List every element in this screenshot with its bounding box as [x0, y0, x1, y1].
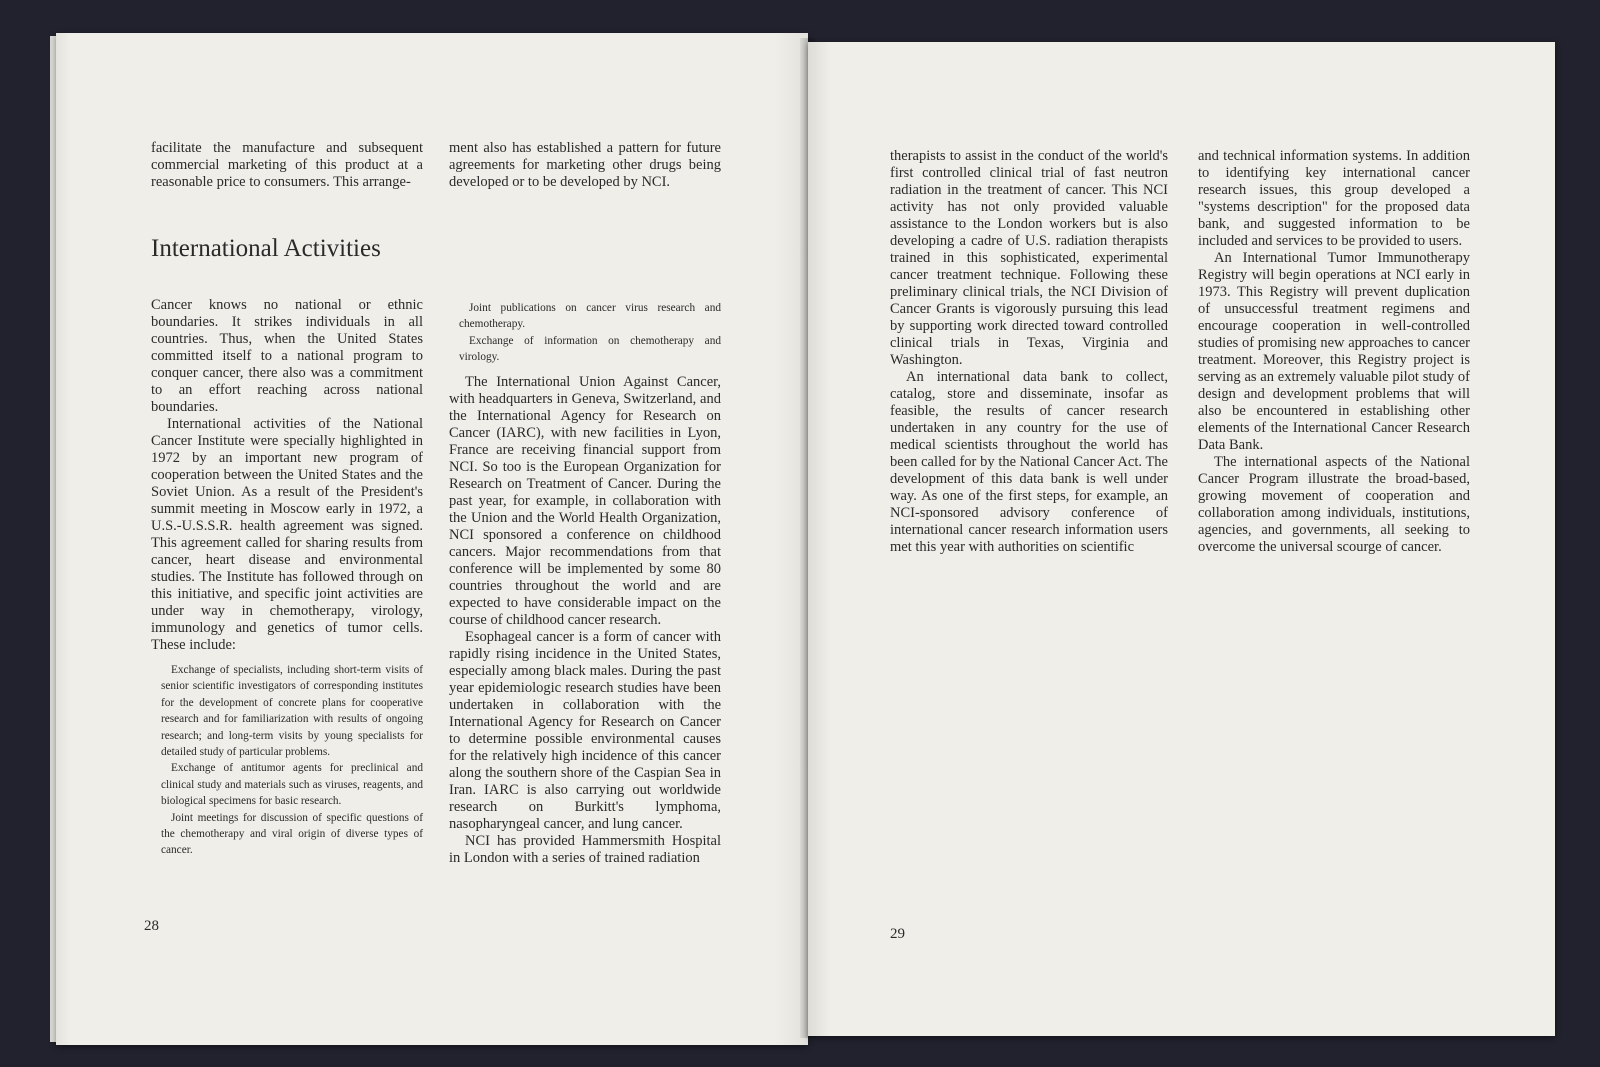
list-item: Exchange of information on chemotherapy and virology. [459, 334, 721, 364]
list-item: Exchange of specialists, including short-term visits of senior scientific investigators of corresponding institutes for the development of concrete plans for cooperative research and for familiarization with results of ongoing research; and long-term visits by young specialists for detailed study of particular problems. [161, 664, 423, 759]
carryover-paragraph: facilitate the manufacture and subsequent commercial marketing of this product at a reasonable price to consumers. This arrange- [151, 140, 423, 190]
left-col1-carryover [151, 140, 423, 191]
paragraph: The International Union Against Cancer, with headquarters in Geneva, Switzerland, and the International Agency for Research on Cancer (IARC), with new facilities in Lyon, France are receiving financial support from NCI. So too is the European Organization for Research on Treatment of Cancer. During the past year, for example, in collaboration with the Union and the World Health Organization, NCI sponsored a conference on childhood cancers. Major recommendations from that conference will be implemented by some 80 countries throughout the world and are expected to have considerable impact on the course of childhood cancer research. [449, 373, 721, 628]
paragraph: NCI has provided Hammersmith Hospital in London with a series of trained radiation [449, 832, 721, 866]
list-item: Joint publications on cancer virus research and chemotherapy. [459, 302, 721, 331]
list-item: Exchange of antitumor agents for preclinical and clinical study and materials such as viruses, reagents, and biological specimens for basic research. [161, 762, 423, 808]
section-heading: International Activities [151, 235, 381, 262]
right-col2-body [1198, 148, 1470, 556]
paragraph: and technical information systems. In addition to identifying key international cancer research issues, this group developed a "systems description" for the proposed data bank, and suggested information to be included and services to be provided to users. [1198, 148, 1470, 249]
paragraph: An International Tumor Immunotherapy Registry will begin operations at NCI early in 1973. This Registry will prevent duplication of unsuccessful treatment regimens and encourage cooperation in well-controlled studies of promising new approaches to cancer treatment. Moreover, this Registry project is serving as an extremely valuable pilot study of design and development problems that will also be encountered in establishing other elements of the International Cancer Research Data Bank. [1198, 250, 1470, 453]
cooperation-list-continued [449, 300, 721, 366]
page-number-left: 28 [144, 918, 159, 934]
paragraph: therapists to assist in the conduct of the world's first controlled clinical trial of fast neutron radiation in the treatment of cancer. This NCI activity has not only provided valuable assistance to the London workers but is also developing a cadre of U.S. radiation therapists trained in this sophisticated, experimental cancer treatment technique. Following these preliminary clinical trials, the NCI Division of Cancer Grants is vigorously pursuing this lead by supporting work directed toward controlled clinical trials in Texas, Virginia and Washington. [890, 148, 1168, 368]
left-col2-carryover [449, 140, 721, 191]
carryover-paragraph: ment also has established a pattern for future agreements for marketing other drugs being developed or to be developed by NCI. [449, 140, 721, 190]
paragraph: The international aspects of the National Cancer Program illustrate the broad-based, growing movement of cooperation and collaboration among individuals, institutions, agencies, and governments, all seeking to overcome the universal scourge of cancer. [1198, 454, 1470, 555]
paragraph: International activities of the National Cancer Institute were specially highlighted in 1972 by an important new program of cooperation between the United States and the Soviet Union. As a result of the President's summit meeting in Moscow early in 1972, a U.S.-U.S.S.R. health agreement was signed. This agreement called for sharing results from cancer, heart disease and environmental studies. The Institute has followed through on this initiative, and specific joint activities are under way in chemotherapy, virology, immunology and genetics of tumor cells. These include: [151, 416, 423, 653]
page-number-right: 29 [890, 926, 905, 942]
left-col2-body [449, 300, 721, 867]
paragraph: An international data bank to collect, catalog, store and disseminate, insofar as feasible, the results of cancer research undertaken in any country for the use of medical scientists throughout the world has been called for by the National Cancer Act. The development of this data bank is well under way. As one of the first steps, for example, an NCI-sponsored advisory conference of international cancer research information users met this year with authorities on scientific [890, 369, 1168, 555]
paragraph: Cancer knows no national or ethnic boundaries. It strikes individuals in all countries. Thus, when the United States committed itself to a national program to conquer cancer, there also was a commitment to an effort reaching across national boundaries. [151, 297, 423, 415]
left-col1-body [151, 297, 423, 859]
right-col1-body [890, 148, 1168, 556]
paragraph: Esophageal cancer is a form of cancer with rapidly rising incidence in the United States, especially among black males. During the past year epidemiologic research studies have been undertaken in collaboration with the International Agency for Research on Cancer to determine possible environmental causes for the relatively high incidence of this cancer along the southern shore of the Caspian Sea in Iran. IARC is also carrying out worldwide research on Burkitt's lymphoma, nasopharyngeal cancer, and lung cancer. [449, 628, 721, 832]
cooperation-list [151, 662, 423, 859]
list-item: Joint meetings for discussion of specific questions of the chemotherapy and viral origin of diverse types of cancer. [161, 811, 423, 857]
